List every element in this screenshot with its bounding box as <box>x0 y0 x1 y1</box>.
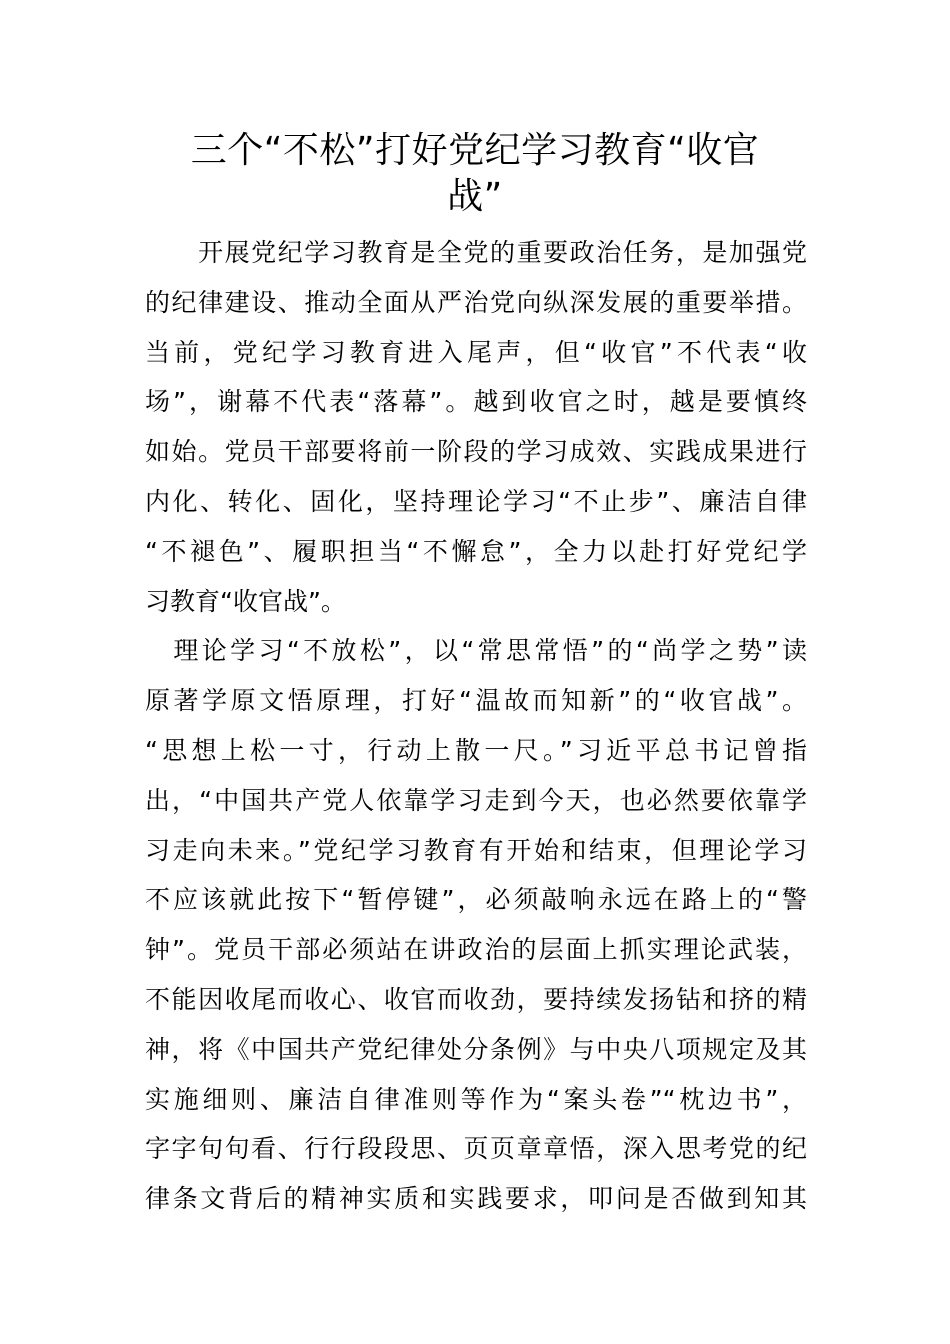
body-line: 不能因收尾而收心、收官而收劲，要持续发扬钻和挤的精 <box>145 984 807 1014</box>
body-line: 出，“中国共产党人依靠学习走到今天，也必然要依靠学 <box>145 785 807 815</box>
body-line: 实施细则、廉洁自律准则等作为“案头卷”“枕边书”， <box>145 1084 807 1114</box>
body-line: 律条文背后的精神实质和实践要求，叩问是否做到知其 <box>145 1184 807 1214</box>
body-line: 的纪律建设、推动全面从严治党向纵深发展的重要举措。 <box>145 287 807 317</box>
body-line: 内化、转化、固化，坚持理论学习“不止步”、廉洁自律 <box>145 486 807 516</box>
body-line: 钟”。党员干部必须站在讲政治的层面上抓实理论武装， <box>145 935 807 965</box>
body-line: 开展党纪学习教育是全党的重要政治任务，是加强党 <box>145 238 807 267</box>
body-line: 习走向未来。”党纪学习教育有开始和结束，但理论学习 <box>145 835 807 865</box>
title-line: 三个“不松”打好党纪学习教育“收官 <box>190 130 760 171</box>
body-line: 当前，党纪学习教育进入尾声，但“收官”不代表“收 <box>145 337 807 367</box>
body-line: 原著学原文悟原理，打好“温故而知新”的“收官战”。 <box>145 686 807 716</box>
body-line: 理论学习“不放松”，以“常思常悟”的“尚学之势”读 <box>145 636 807 666</box>
body-line: 不应该就此按下“暂停键”，必须敲响永远在路上的“警 <box>145 885 807 915</box>
body-line: 场”，谢幕不代表“落幕”。越到收官之时，越是要慎终 <box>145 387 807 417</box>
title-line: 战” <box>447 176 503 217</box>
body-line: 字字句句看、行行段段思、页页章章悟，深入思考党的纪 <box>145 1134 807 1164</box>
document-body <box>145 228 807 1224</box>
body-line: “思想上松一寸，行动上散一尺。”习近平总书记曾指 <box>145 735 807 765</box>
document-title <box>145 128 805 220</box>
body-line: 神，将《中国共产党纪律处分条例》与中央八项规定及其 <box>145 1034 807 1064</box>
body-line: “不褪色”、履职担当“不懈怠”，全力以赴打好党纪学 <box>145 536 807 566</box>
body-line: 如始。党员干部要将前一阶段的学习成效、实践成果进行 <box>145 437 807 467</box>
body-line: 习教育“收官战”。 <box>145 586 346 616</box>
